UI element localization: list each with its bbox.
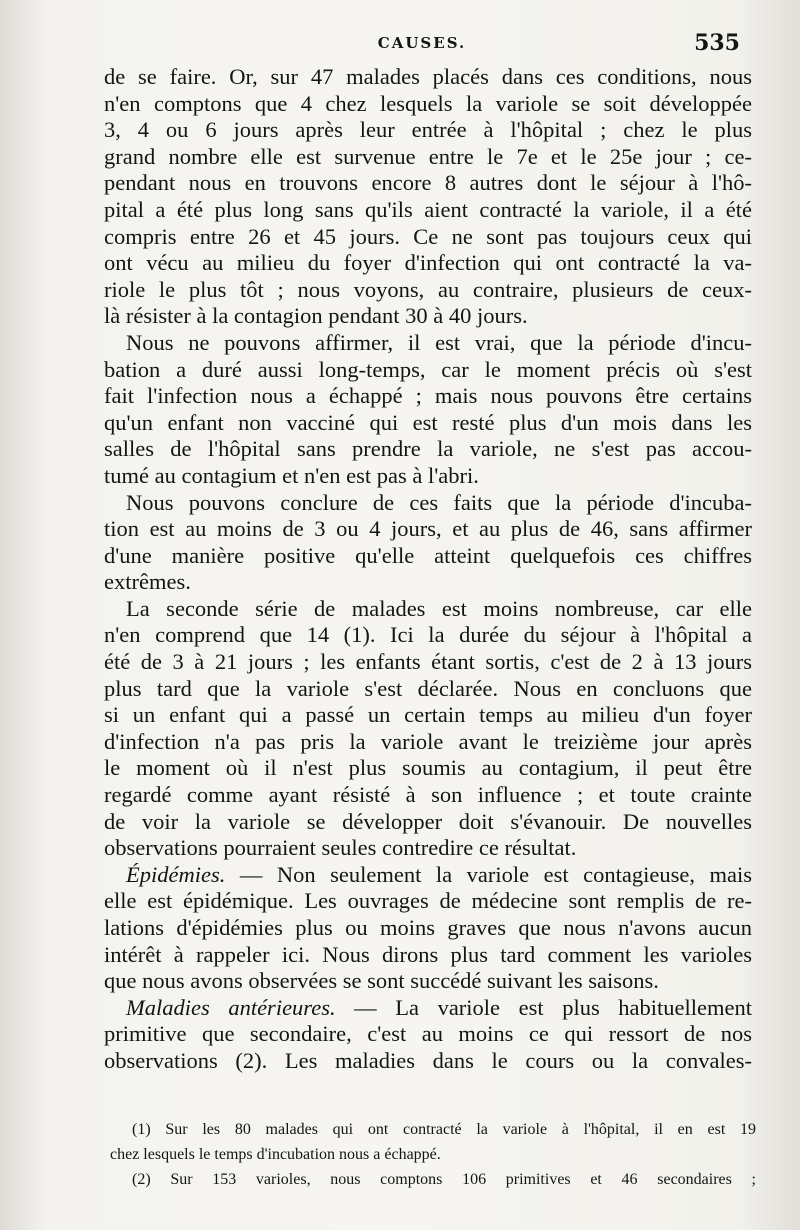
text-line: plus tard que la variole s'est déclarée. Nous en concluons que — [104, 675, 752, 701]
text-line: tion est au moins de 3 ou 4 jours, et au plus de 46, sans affirmer — [104, 516, 752, 542]
text-line: n'en comptons que 4 chez lesquels la variole se soit développée — [104, 90, 752, 116]
text-line: regardé comme ayant résisté à son influence ; et toute crainte — [104, 782, 752, 808]
text-line: bation a duré aussi long-temps, car le moment précis où s'est — [104, 356, 752, 382]
footnote-line: chez lesquels le temps d'incubation nous a échappé. — [110, 1146, 441, 1163]
page-number: 535 — [694, 30, 740, 56]
text-line: Maladies antérieures. — La variole est plus habituellement — [126, 994, 752, 1020]
page-header — [104, 30, 740, 64]
text-line: intérêt à rappeler ici. Nous dirons plus tard comment les varioles — [104, 941, 752, 967]
text-line: riole le plus tôt ; nous voyons, au contraire, plusieurs de ceux- — [104, 276, 752, 302]
text-line: été de 3 à 21 jours ; les enfants étant sortis, c'est de 2 à 13 jours — [104, 649, 752, 675]
text-line: observations (2). Les maladies dans le cours ou la convales- — [104, 1047, 752, 1073]
text-line: le moment où il n'est plus soumis au contagium, il peut être — [104, 755, 752, 781]
footnote-line: (1) Sur les 80 malades qui ont contracté la variole à l'hôpital, il en est 19 — [132, 1121, 756, 1138]
text-line: que nous avons observées se sont succédé suivant les saisons. — [104, 968, 659, 994]
text-line: elle est épidémique. Les ouvrages de médecine sont remplis de re- — [104, 888, 752, 914]
text-line: qu'un enfant non vacciné qui est resté plus d'un mois dans les — [104, 409, 752, 435]
text-line: grand nombre elle est survenue entre le 7e et le 25e jour ; ce- — [104, 143, 752, 169]
text-line: compris entre 26 et 45 jours. Ce ne sont pas toujours ceux qui — [104, 223, 752, 249]
text-line: là résister à la contagion pendant 30 à 40 jours. — [104, 303, 528, 329]
text-line: observations pourraient seules contredire ce résultat. — [104, 835, 577, 861]
text-line: n'en comprend que 14 (1). Ici la durée du séjour à l'hôpital a — [104, 622, 752, 648]
text-line: salles de l'hôpital sans prendre la variole, ne s'est pas accou- — [104, 436, 752, 462]
text-line: primitive que secondaire, c'est au moins ce qui ressort de nos — [104, 1021, 752, 1047]
text-line: La seconde série de malades est moins nombreuse, car elle — [126, 595, 752, 621]
body-text — [104, 64, 752, 1075]
text-line: Nous pouvons conclure de ces faits que la période d'incuba- — [126, 489, 752, 515]
text-line: Nous ne pouvons affirmer, il est vrai, que la période d'incu- — [126, 329, 752, 355]
text-line: extrêmes. — [104, 569, 191, 595]
text-line: pital a été plus long sans qu'ils aient contracté la variole, il a été — [104, 196, 752, 222]
text-line: ont vécu au milieu du foyer d'infection qui ont contracté la va- — [104, 250, 752, 276]
text-line: 3, 4 ou 6 jours après leur entrée à l'hôpital ; chez le plus — [104, 117, 752, 143]
text-line: Épidémies. — Non seulement la variole est contagieuse, mais — [126, 861, 752, 887]
text-line: d'infection n'a pas pris la variole avant le treizième jour après — [104, 728, 752, 754]
running-head: CAUSES. — [377, 34, 467, 52]
text-line: d'une manière positive qu'elle atteint quelquefois ces chiffres — [104, 542, 752, 568]
text-line: lations d'épidémies plus ou moins graves que nous n'avons aucun — [104, 915, 752, 940]
text-line: de se faire. Or, sur 47 malades placés dans ces conditions, nous — [104, 64, 752, 89]
text-line: de voir la variole se développer doit s'évanouir. De nouvelles — [104, 808, 752, 834]
footnotes — [110, 1117, 756, 1192]
text-line: si un enfant qui a passé un certain temps au milieu d'un foyer — [104, 702, 752, 728]
text-line: pendant nous en trouvons encore 8 autres dont le séjour à l'hô- — [104, 170, 752, 196]
footnote-line: (2) Sur 153 varioles, nous comptons 106 primitives et 46 secondaires ; — [132, 1171, 756, 1188]
section-lead-epidemies: Épidémies. — [126, 861, 226, 887]
section-lead-maladies: Maladies antérieures. — [126, 994, 336, 1020]
text-line: tumé au contagium et n'en est pas à l'abri. — [104, 462, 479, 488]
text-line: fait l'infection nous a échappé ; mais nous pouvons être certains — [104, 383, 752, 409]
